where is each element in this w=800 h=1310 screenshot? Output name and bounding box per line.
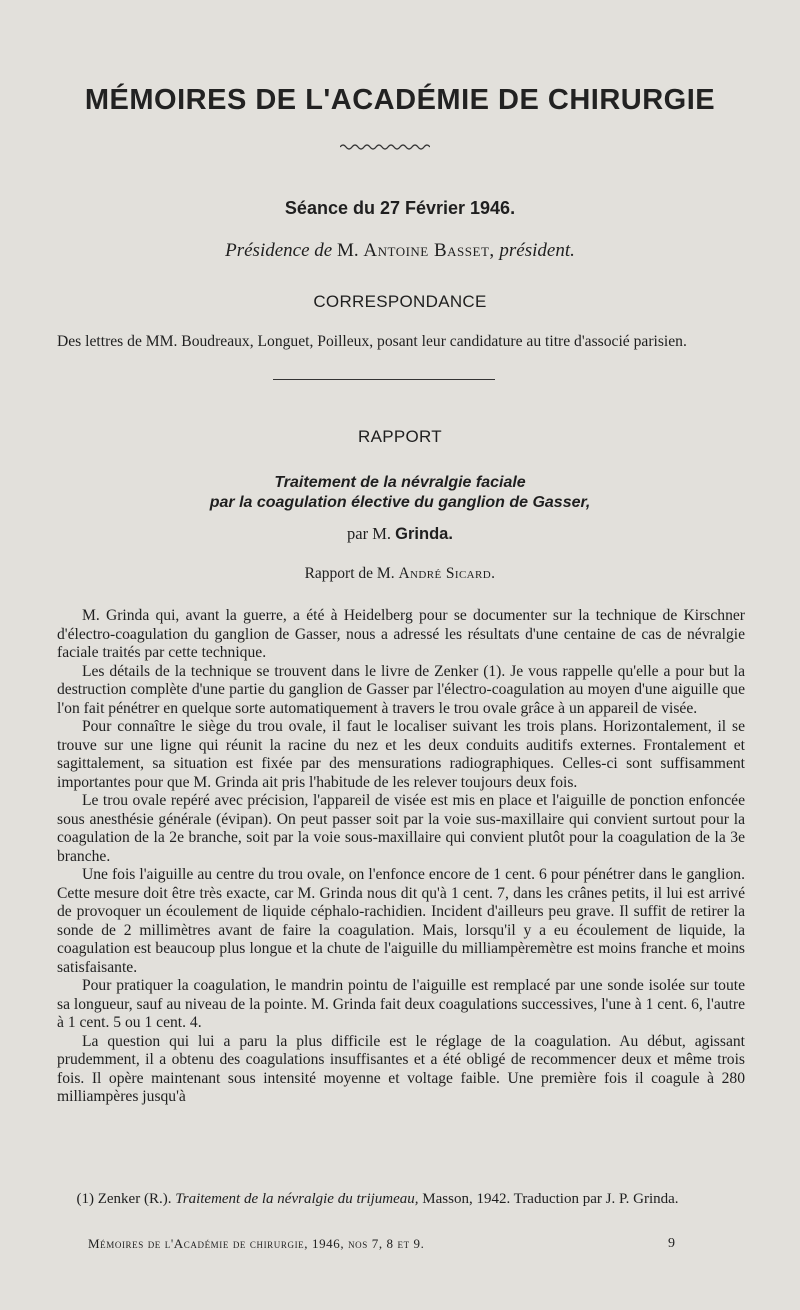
author-prefix: par M. <box>347 524 392 543</box>
presidence-m: M. <box>336 240 359 261</box>
reporter-name: André Sicard. <box>398 565 496 582</box>
author-name: Grinda. <box>395 525 453 543</box>
president-name: Antoine Basset, <box>363 240 495 261</box>
reporter-prefix: Rapport de M. <box>304 565 395 582</box>
section-divider <box>273 379 495 380</box>
footnote-title: Traitement de la névralgie du trijumeau, <box>175 1191 419 1207</box>
presidence-suffix: président. <box>499 240 575 261</box>
wavy-ornament <box>340 142 430 152</box>
reporter-line <box>0 565 800 583</box>
footnote <box>57 1190 747 1208</box>
article-body <box>57 607 745 1107</box>
footnote-prefix: (1) Zenker (R.). <box>76 1191 172 1207</box>
journal-title: MÉMOIRES DE L'ACADÉMIE DE CHIRURGIE <box>84 84 716 116</box>
body-paragraph: Pour connaître le siège du trou ovale, il faut le localiser suivant les trois plans. Horizontalement, il se trouve sur une ligne qui réunit la racine du nez et les deux conduits auditifs externes. Frontalement et sagittalement, sa situation est fixée par des mensurations radiographiques. Celles-ci sont suffisamment importantes pour que M. Grinda ait pris l'habitude de les relever toujours deux fois. <box>57 718 745 791</box>
correspondance-heading: CORRESPONDANCE <box>313 292 487 311</box>
article-title <box>0 473 800 513</box>
body-paragraph: Pour pratiquer la coagulation, le mandrin pointu de l'aiguille est remplacé par une sonde isolée sur toute sa longueur, sauf au niveau de la pointe. M. Grinda fait deux coagulations successives, l'une à 1 cent. 6, l'autre à 1 cent. 5 ou 1 cent. 4. <box>57 977 745 1031</box>
running-footer <box>88 1236 688 1252</box>
body-paragraph: Une fois l'aiguille au centre du trou ovale, on l'enfonce encore de 1 cent. 6 pour pénétrer dans le ganglion. Cette mesure doit être très exacte, car M. Grinda nous dit qu'à 1 cent. 7, dans les crânes petits, il lui est arrivé de provoquer un écoulement de liquide céphalo-rachidien. Incident d'ailleurs peu grave. Il suffit de retirer la sonde de 2 millimètres avant de faire la coagulation. Mais, lorsqu'il y a eu écoulement de liquide, la coagulation est beaucoup plus longue et la chute de l'aiguille du milliampèremètre est moins franche et moins satisfaisante. <box>57 866 745 976</box>
body-paragraph: La question qui lui a paru la plus difficile est le réglage de la coagulation. Au début, agissant prudemment, il a obtenu des coagulations insuffisantes et a été obligé de recommencer deux et même trois fois. Il opère maintenant sous intensité moyenne et voltage faible. Une première fois il coagule à 280 milliampères jusqu'à <box>57 1032 745 1105</box>
presidence-prefix: Présidence de <box>225 240 333 261</box>
article-author <box>0 524 800 544</box>
article-title-line-1: Traitement de la névralgie faciale <box>274 474 526 491</box>
body-paragraph: Le trou ovale repéré avec précision, l'appareil de visée est mis en place et l'aiguille de ponction enfoncée sous anesthésie générale (évipan). On peut passer soit par la voie sus-maxillaire qui convient surtout pour la coagulation de la 2e branche, soit par la voie sous-maxillaire qui convient plutôt pour la coagulation de la 3e branche. <box>57 792 745 865</box>
body-paragraph: M. Grinda qui, avant la guerre, a été à Heidelberg pour se documenter sur la technique de Kirschner d'électro-coagulation du ganglion de Gasser, nous a adressé les résultats d'une centaine de cas de névralgie faciale traités par cette technique. <box>57 607 745 661</box>
article-title-line-2: par la coagulation élective du ganglion de Gasser, <box>209 494 591 511</box>
correspondance-text: Des lettres de MM. Boudreaux, Longuet, Poilleux, posant leur candidature au titre d'associé parisien. <box>57 333 687 350</box>
seance-date: Séance du 27 Février 1946. <box>284 198 516 218</box>
presidence-line <box>0 240 800 262</box>
page-number: 9 <box>668 1236 675 1251</box>
running-title: Mémoires de l'Académie de chirurgie, 1946, nos 7, 8 et 9. <box>88 1236 425 1251</box>
body-paragraph: Les détails de la technique se trouvent dans le livre de Zenker (1). Je vous rappelle qu'elle a pour but la destruction complète d'une partie du ganglion de Gasser par l'électro-coagulation au moyen d'une aiguille que l'on fait pénétrer en quelque sorte automatiquement à travers le trou ovale grâce à un appareil de visée. <box>57 662 745 717</box>
footnote-rest: Masson, 1942. Traduction par J. P. Grinda. <box>422 1191 679 1207</box>
rapport-heading: RAPPORT <box>358 427 442 446</box>
